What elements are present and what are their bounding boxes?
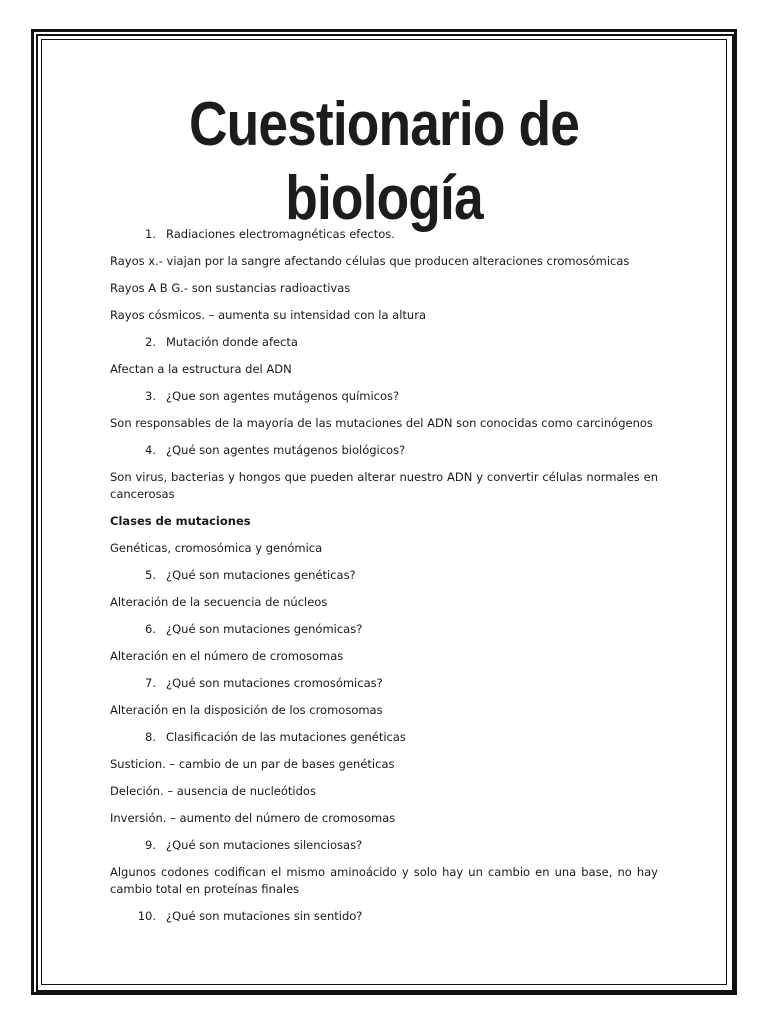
question-text: Clasificación de las mutaciones genéticas	[166, 730, 406, 744]
answer-text: Algunos codones codifican el mismo aminoácido y solo hay un cambio en una base, no hay cambio total en proteínas finales	[110, 865, 658, 896]
question-text: ¿Qué son mutaciones sin sentido?	[166, 909, 363, 923]
question-text: Mutación donde afecta	[166, 335, 298, 349]
answer-text: Rayos A B G.- son sustancias radioactivas	[110, 281, 351, 295]
answer-text: Rayos cósmicos. – aumenta su intensidad con la altura	[110, 308, 426, 322]
answer-text: Alteración de la secuencia de núcleos	[110, 595, 328, 609]
answer-text: Deleción. – ausencia de nucleótidos	[110, 784, 316, 798]
question-number: 10.	[137, 909, 156, 923]
question-item	[110, 837, 658, 854]
question-number: 2.	[145, 335, 156, 349]
question-number: 5.	[145, 568, 156, 582]
answer-text: Son virus, bacterias y hongos que pueden alterar nuestro ADN y convertir células normales en cancerosas	[110, 470, 658, 501]
answer-text: Son responsables de la mayoría de las mutaciones del ADN son conocidas como carcinógenos	[110, 416, 653, 430]
answer-text: Afectan a la estructura del ADN	[110, 362, 292, 376]
question-item	[110, 388, 658, 405]
question-item	[110, 908, 658, 925]
question-text: Radiaciones electromagnéticas efectos.	[166, 227, 395, 241]
answer-text: Inversión. – aumento del número de cromosomas	[110, 811, 396, 825]
title-line-2: biología	[285, 164, 483, 233]
question-item	[110, 621, 658, 638]
question-number: 1.	[145, 227, 156, 241]
answer-text: Genéticas, cromosómica y genómica	[110, 541, 323, 555]
question-number: 6.	[145, 622, 156, 636]
section-heading: Clases de mutaciones	[110, 514, 251, 528]
question-item	[110, 675, 658, 692]
question-number: 9.	[145, 838, 156, 852]
question-number: 3.	[145, 389, 156, 403]
document-title	[148, 88, 619, 236]
answer-text: Susticion. – cambio de un par de bases genéticas	[110, 757, 395, 771]
question-item	[110, 442, 658, 459]
question-number: 8.	[145, 730, 156, 744]
question-text: ¿Qué son mutaciones cromosómicas?	[166, 676, 383, 690]
question-text: ¿Que son agentes mutágenos químicos?	[166, 389, 400, 403]
question-text: ¿Qué son mutaciones silenciosas?	[166, 838, 363, 852]
question-text: ¿Qué son mutaciones genéticas?	[166, 568, 356, 582]
answer-text: Rayos x.- viajan por la sangre afectando células que producen alteraciones cromosómicas	[110, 254, 630, 268]
answer-text: Alteración en el número de cromosomas	[110, 649, 344, 663]
question-number: 7.	[145, 676, 156, 690]
question-item	[110, 334, 658, 351]
question-text: ¿Qué son mutaciones genómicas?	[166, 622, 363, 636]
question-item	[110, 226, 658, 243]
title-line-1: Cuestionario de	[188, 90, 580, 159]
question-item	[110, 567, 658, 584]
answer-text: Alteración en la disposición de los cromosomas	[110, 703, 383, 717]
question-text: ¿Qué son agentes mutágenos biológicos?	[166, 443, 406, 457]
question-number: 4.	[145, 443, 156, 457]
question-item	[110, 729, 658, 746]
document-body	[110, 226, 658, 935]
